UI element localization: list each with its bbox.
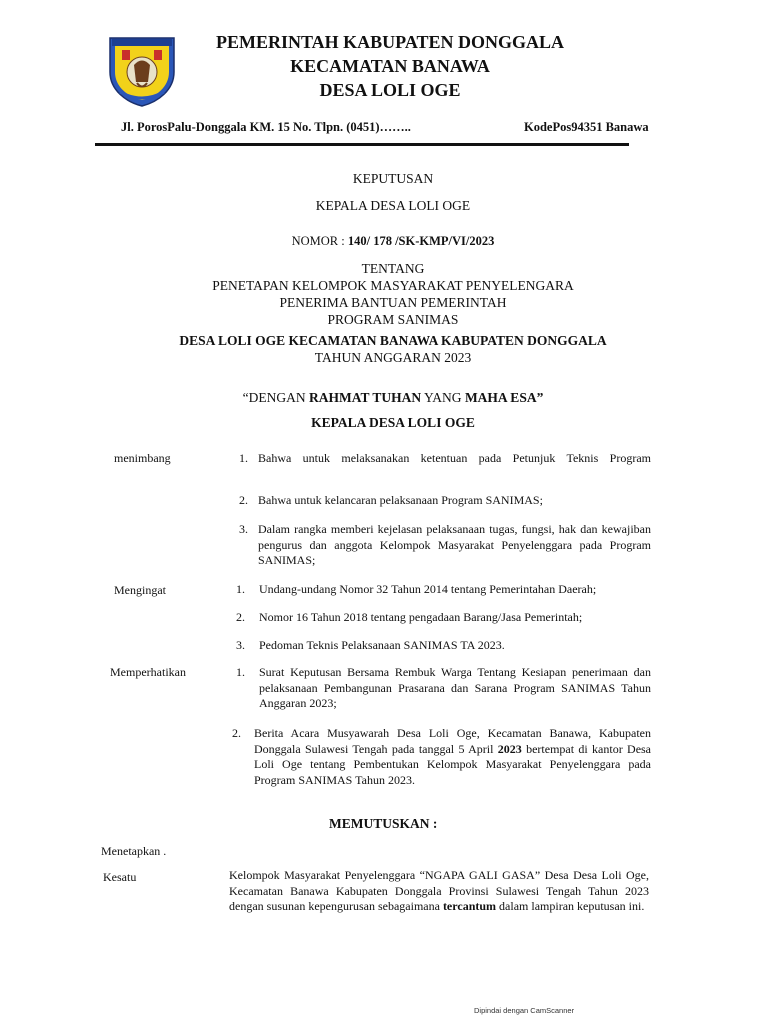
heading-rahmat bbox=[130, 390, 656, 406]
memutuskan-heading: MEMUTUSKAN : bbox=[329, 816, 438, 831]
heading-subject-line-3: PROGRAM SANIMAS bbox=[327, 312, 459, 327]
memperhatikan-label: Memperhatikan bbox=[110, 665, 186, 679]
mengingat-item-1-text: Undang-undang Nomor 32 Tahun 2014 tentang Pemerintahan Daerah; bbox=[259, 582, 597, 596]
rahmat-bold-1: RAHMAT TUHAN bbox=[309, 390, 422, 405]
kesatu-text-start: Kelompok Masyarakat Penyelenggara “NGAPA GALI GASA” Desa Desa Loli Oge, Kecamatan Banawa Kabupaten Donggala Provinsi Sulawesi Tengah Tahun 2023 dengan susunan kepengurusan sebagaimana bbox=[229, 868, 649, 913]
heading-keputusan: KEPUTUSAN bbox=[352, 171, 434, 186]
mengingat-label: Mengingat bbox=[114, 583, 166, 597]
kesatu-text bbox=[229, 868, 649, 915]
menimbang-label: menimbang bbox=[114, 451, 171, 465]
heading-subject-line-4: DESA LOLI OGE KECAMATAN BANAWA KABUPATEN DONGGALA bbox=[179, 333, 607, 348]
heading-tentang: TENTANG bbox=[361, 261, 425, 276]
mengingat-item-2-number: 2. bbox=[236, 610, 245, 624]
memperhatikan-item-2-year: 2023 bbox=[497, 741, 522, 756]
rahmat-bold-2: MAHA ESA bbox=[464, 390, 537, 405]
letterhead-line-district: KECAMATAN BANAWA bbox=[290, 56, 490, 76]
rahmat-close: ” bbox=[536, 390, 544, 405]
letterhead-line-village: DESA LOLI OGE bbox=[319, 80, 461, 100]
menimbang-item-1-text: Bahwa untuk melaksanakan ketentuan pada Petunjuk Teknis Program bbox=[258, 451, 651, 465]
heading-subject-line-2: PENERIMA BANTUAN PEMERINTAH bbox=[279, 295, 507, 310]
mengingat-item-1-number: 1. bbox=[236, 582, 245, 596]
memperhatikan-item-2-number: 2. bbox=[232, 726, 241, 740]
mengingat-item-3-text: Pedoman Teknis Pelaksanaan SANIMAS TA 2023. bbox=[259, 638, 505, 652]
kesatu-text-bold: tercantum bbox=[442, 899, 497, 913]
nomor-label: NOMOR : bbox=[291, 234, 345, 248]
regency-emblem-logo bbox=[104, 32, 180, 108]
memperhatikan-item-1-text: Surat Keputusan Bersama Rembuk Warga Tentang Kesiapan penerimaan dan pelaksanaan Pembangunan Prasarana dan Sarana Program SANIMAS Tahun Anggaran 2023; bbox=[259, 665, 651, 710]
rahmat-mid: YANG bbox=[424, 390, 462, 405]
letterhead-line-regency: PEMERINTAH KABUPATEN DONGGALA bbox=[215, 32, 564, 52]
heading-subject-line-5: TAHUN ANGGARAN 2023 bbox=[314, 350, 472, 365]
menetapkan-label: Menetapkan . bbox=[101, 844, 167, 858]
heading-kepala: KEPALA DESA LOLI OGE bbox=[315, 198, 471, 213]
scanner-watermark: Dipindai dengan CamScanner bbox=[474, 1006, 575, 1015]
memperhatikan-item-1-number: 1. bbox=[236, 665, 245, 679]
nomor-value: 140/ 178 /SK-KMP/VI/2023 bbox=[347, 234, 495, 248]
kesatu-text-end: dalam lampiran keputusan ini. bbox=[499, 899, 645, 913]
memperhatikan-item-2-text-end: bertempat di kantor Desa Loli Oge tentang Pembentukan Kelompok Masyarakat Penyelenggara pada Program SANIMAS Tahun 2023. bbox=[254, 741, 652, 787]
memperhatikan-item-2-text-start: Berita Acara Musyawarah Desa Loli Oge, Kecamatan Banawa, Kabupaten Donggala Sulawesi Tengah pada tanggal 5 April bbox=[254, 726, 651, 756]
rahmat-open: “DENGAN bbox=[242, 390, 306, 405]
letterhead-postal-code: KodePos94351 Banawa bbox=[524, 120, 649, 134]
heading-nomor bbox=[130, 233, 656, 249]
heading-subject-line-1: PENETAPAN KELOMPOK MASYARAKAT PENYELENGARA bbox=[212, 278, 574, 293]
menimbang-item-1-number: 1. bbox=[239, 451, 248, 465]
memperhatikan-item-2-text bbox=[254, 726, 651, 788]
menimbang-item-2-number: 2. bbox=[239, 493, 248, 507]
menimbang-item-3-text: Dalam rangka memberi kejelasan pelaksanaan tugas, fungsi, hak dan kewajiban pengurus dan anggota Kelompok Masyarakat Penyelenggara pada Program SANIMAS; bbox=[258, 522, 651, 567]
letterhead-address: Jl. PorosPalu-Donggala KM. 15 No. Tlpn. (0451)…….. bbox=[121, 120, 411, 134]
menimbang-item-2-text: Bahwa untuk kelancaran pelaksanaan Program SANIMAS; bbox=[258, 493, 543, 507]
heading-kepala-bold: KEPALA DESA LOLI OGE bbox=[311, 415, 475, 430]
menimbang-item-3-number: 3. bbox=[239, 522, 248, 536]
letterhead-divider bbox=[95, 143, 629, 146]
mengingat-item-2-text: Nomor 16 Tahun 2018 tentang pengadaan Barang/Jasa Pemerintah; bbox=[259, 610, 583, 624]
mengingat-item-3-number: 3. bbox=[236, 638, 245, 652]
kesatu-label: Kesatu bbox=[103, 870, 137, 884]
